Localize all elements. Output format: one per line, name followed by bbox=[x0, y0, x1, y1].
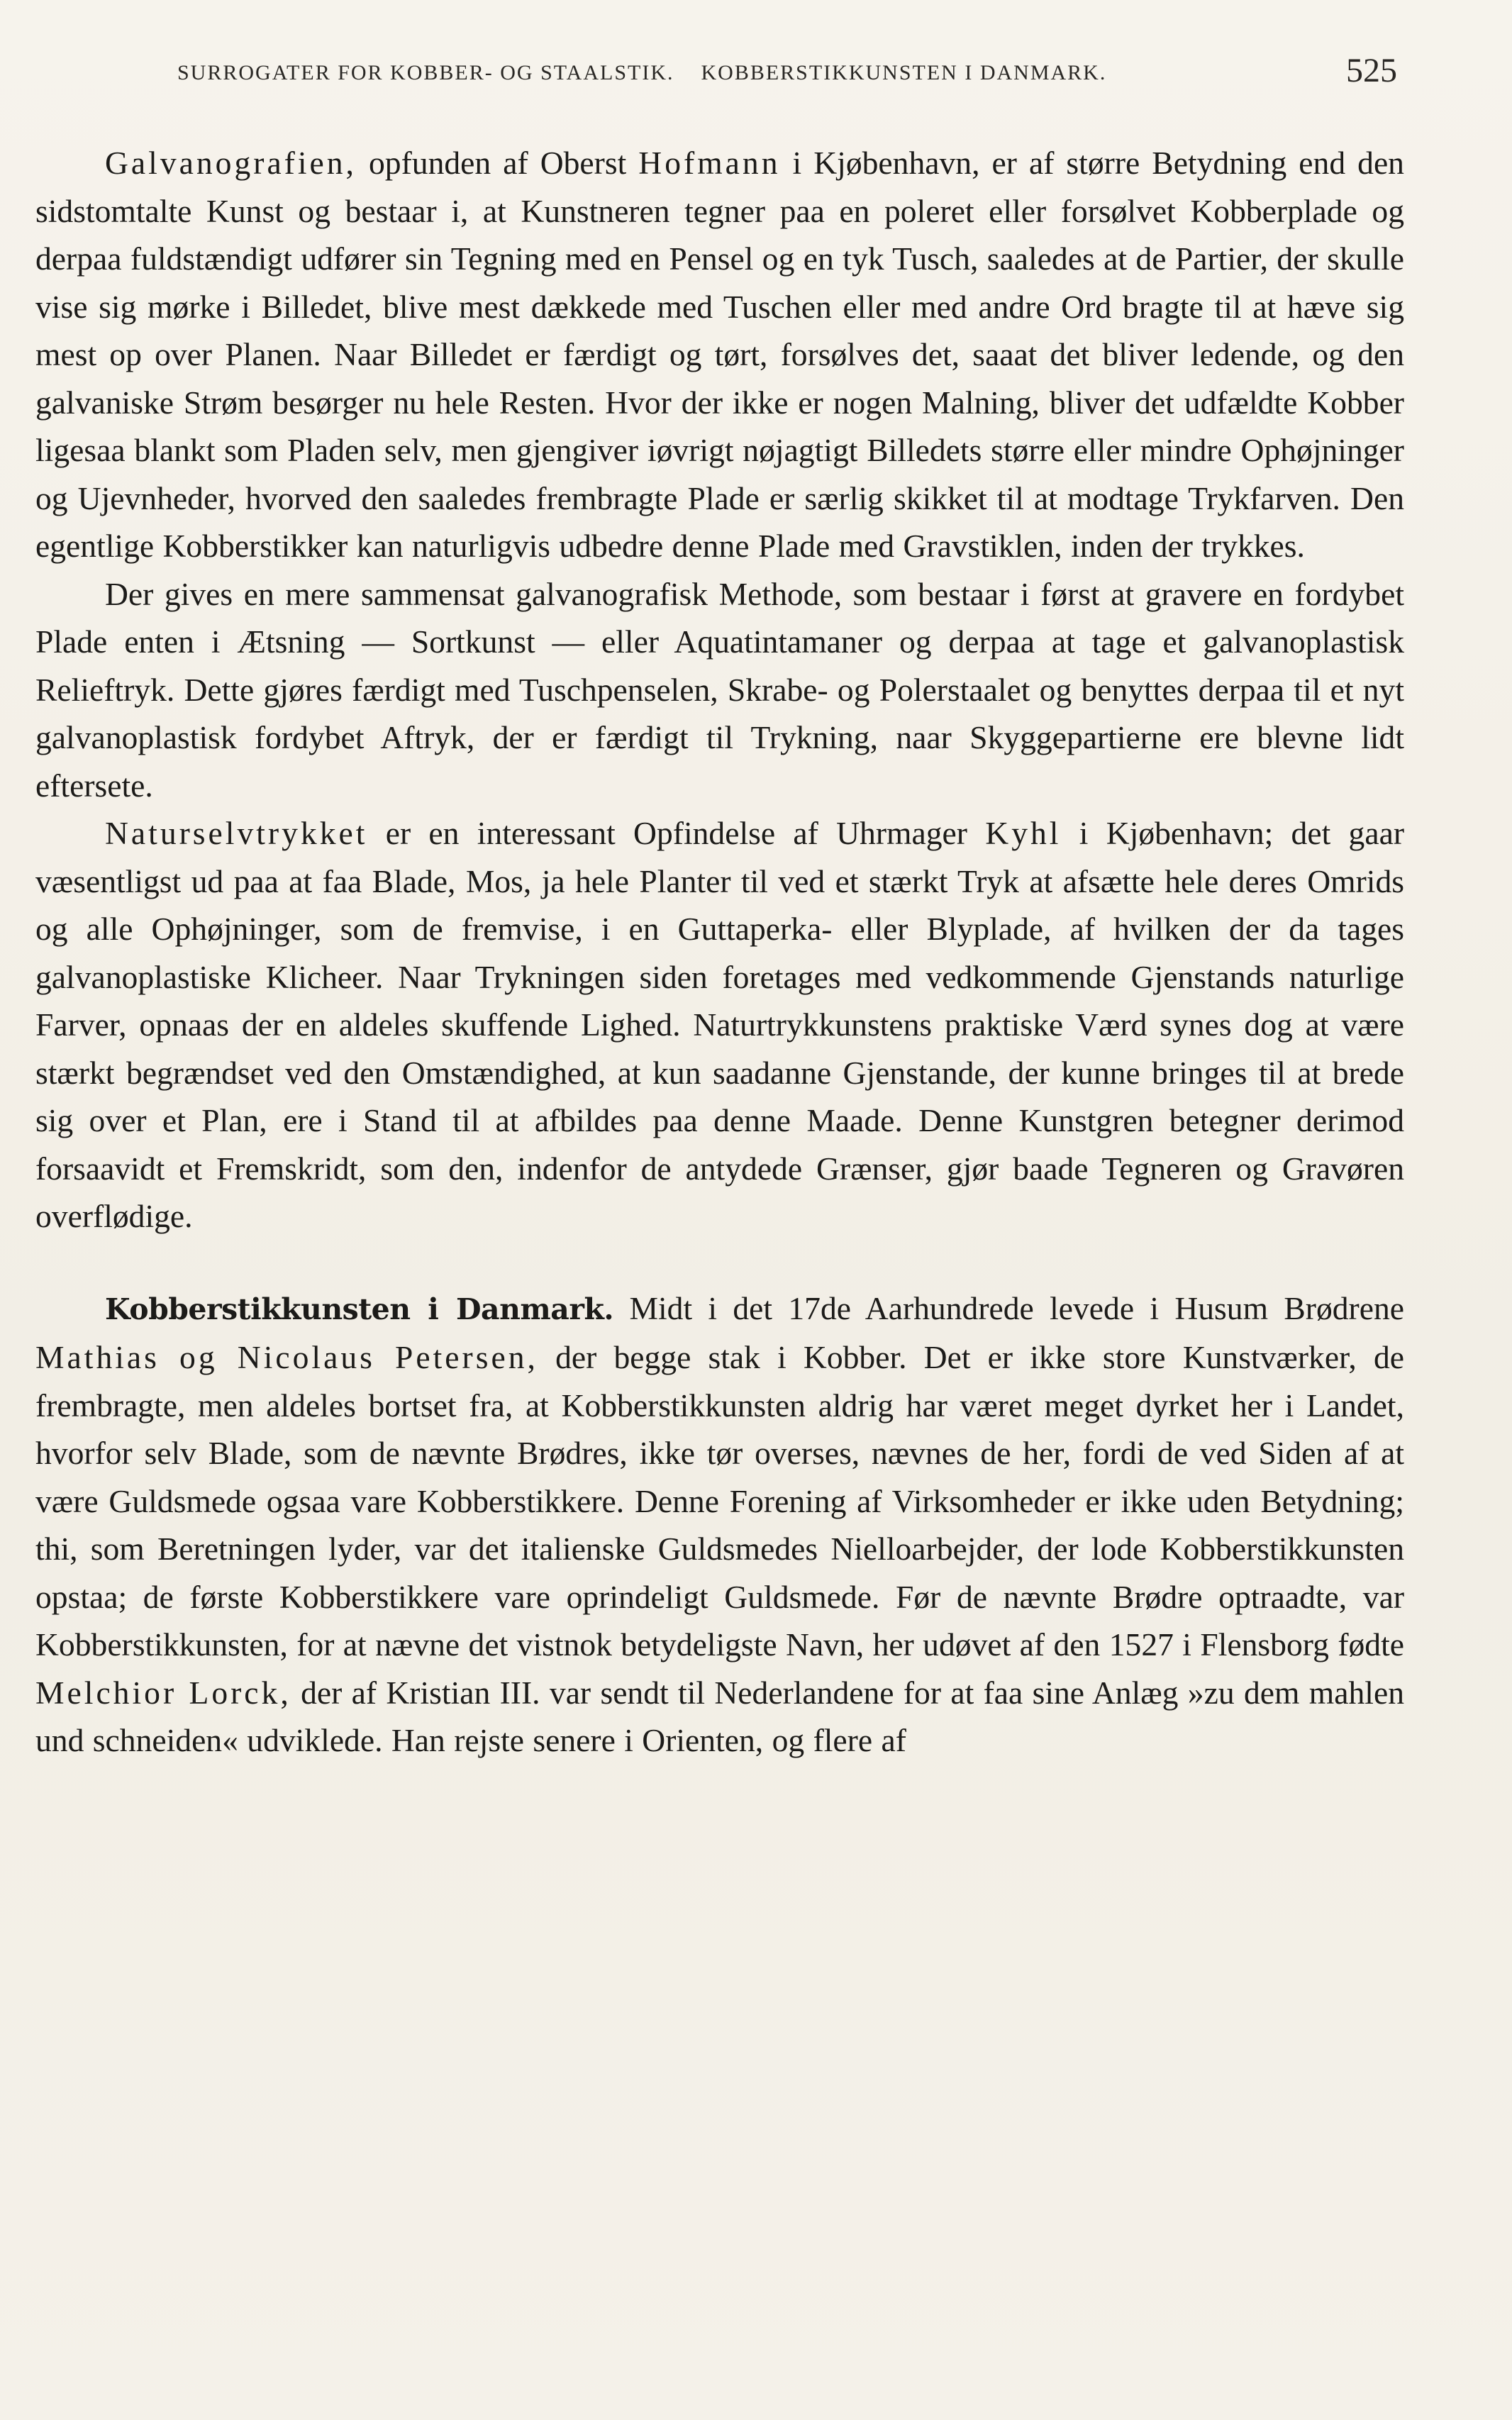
text-run: der begge stak i Kobber. Det er ikke store Kunstværker, de frembragte, men aldeles bortset fra, at Kobberstikkunsten aldrig har været meget dyrket her i Landet, hvorfor selv Blade, som de nævnte Brødres, ikke tør overses, nævnes de her, fordi de ved Siden af at være Guldsmede ogsaa vare Kobberstikkere. Denne Forening af Virksomheder er ikke uden Betydning; thi, som Beretningen lyder, var det italienske Guldsmedes Nielloarbejder, der lode Kobberstikkunsten opstaa; de første Kobberstikkere vare oprindeligt Guldsmede. Før de nævnte Brødre optraadte, var Kobberstikkunsten, for at nævne det vistnok betydeligste Navn, her udøvet af den 1527 i Flensborg fødte bbox=[35, 1339, 1405, 1663]
text-run: i Kjøbenhavn, er af større Betydning end den sidstomtalte Kunst og bestaar i, at Kunstneren tegner paa en poleret eller forsølvet Kobberplade og derpaa fuldstændigt udfører sin Tegning med en Pensel og en tyk Tusch, saaledes at de Partier, der skulle vise sig mørke i Billedet, blive mest dækkede med Tuschen eller med andre Ord bragte til at hæve sig mest op over Planen. Naar Billedet er færdigt og tørt, forsølves det, saaat det bliver ledende, og den galvaniske Strøm besørger nu hele Resten. Hvor der ikke er nogen Malning, bliver det udfældte Kobber ligesaa blankt som Pladen selv, men gjengiver iøvrigt nøjagtigt Billedets større eller mindre Ophøjninger og Ujevnheder, hvorved den saaledes frembragte Plade er særlig skikket til at modtage Trykfarven. Den egentlige Kobberstikker kan naturligvis udbedre denne Plade med Gravstiklen, inden der trykkes. bbox=[35, 145, 1404, 564]
text-run: i Kjøbenhavn; det gaar væsentligst ud paa at faa Blade, Mos, ja hele Planter til ved et stærkt Tryk at afsætte hele deres Omrids og alle Ophøjninger, som de fremvise, i en Guttaperka- eller Blyplade, af hvilken der da tages galvanoplastiske Klicheer. Naar Trykningen siden foretages med vedkommende Gjenstands naturlige Farver, opnaas der en aldeles skuffende Lighed. Naturtrykkunstens praktiske Værd synes dog at være stærkt begrændset ved den Omstændighed, at kun saadanne Gjenstande, der kunne bringes til at brede sig over et Plan, ere i Stand til at afbildes paa denne Maade. Denne Kunstgren betegner derimod forsaavidt et Fremskridt, som den, indenfor de antydede Grænser, gjør baade Tegneren og Gravøren overflødige. bbox=[35, 815, 1405, 1234]
text-run: opfunden af Oberst bbox=[356, 145, 639, 181]
body-text bbox=[35, 139, 1404, 1765]
running-head bbox=[177, 52, 1397, 89]
section-gap bbox=[35, 1240, 1404, 1284]
section-heading: Kobberstikkunsten i Danmark. bbox=[105, 1292, 614, 1326]
text-run: er en interessant Opfindelse af Uhrmager bbox=[367, 815, 986, 851]
person-names: Mathias og Nicolaus Petersen, bbox=[35, 1339, 538, 1375]
page-number: 525 bbox=[1346, 52, 1397, 89]
lead-term: Naturselvtrykket bbox=[105, 815, 368, 851]
person-name: Kyhl bbox=[985, 815, 1062, 851]
paragraph-naturselvtrykket bbox=[35, 809, 1404, 1240]
paragraph-galvanografien bbox=[35, 139, 1404, 570]
paragraph-kobberstikkunsten bbox=[35, 1284, 1404, 1765]
paragraph-methode bbox=[35, 570, 1404, 810]
text-run: Der gives en mere sammensat galvanografisk Methode, som bestaar i først at gravere en fordybet Plade enten i Ætsning — Sortkunst — eller Aquatintamaner og derpaa at tage et galvanoplastisk Relieftryk. Dette gjøres færdigt med Tuschpenselen, Skrabe- og Polerstaalet og benyttes derpaa til et nyt galvanoplastisk fordybet Aftryk, der er færdigt til Trykning, naar Skyggepartierne ere blevne lidt eftersete. bbox=[35, 575, 1404, 804]
running-head-left: SURROGATER FOR KOBBER- OG STAALSTIK. bbox=[177, 61, 674, 84]
running-head-right: KOBBERSTIKKUNSTEN I DANMARK. bbox=[701, 61, 1107, 84]
person-name: Melchior Lorck, bbox=[35, 1674, 291, 1711]
lead-term: Galvanografien, bbox=[105, 145, 357, 181]
person-name: Hofmann bbox=[638, 145, 781, 181]
text-run: der af Kristian III. var sendt til Nederlandene for at faa sine Anlæg »zu dem mahlen und schneiden« udviklede. Han rejste senere i Orienten, og flere af bbox=[35, 1674, 1404, 1758]
text-run: Midt i det 17de Aarhundrede levede i Husum Brødrene bbox=[613, 1289, 1404, 1326]
